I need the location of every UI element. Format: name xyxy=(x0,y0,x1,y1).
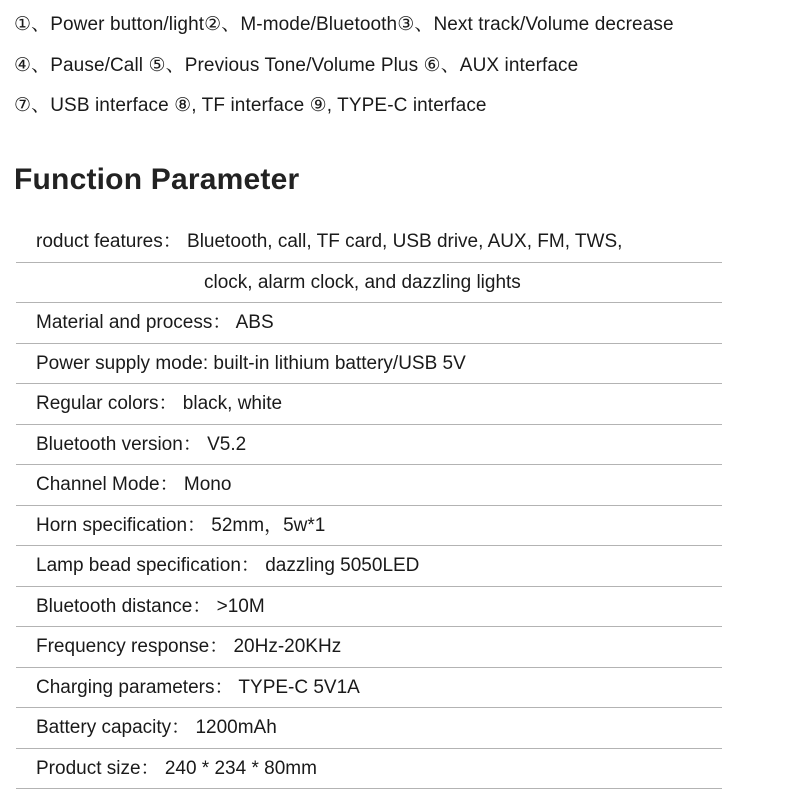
param-row-channel-mode: Channel Mode： Mono xyxy=(16,465,722,506)
legend-line-1: ①、Power button/light②、M-mode/Bluetooth③、Next track/Volume decrease xyxy=(14,14,674,35)
param-row-product-size: Product size： 240 * 234 * 80mm xyxy=(16,749,722,790)
section-title: Function Parameter xyxy=(14,163,300,196)
param-row-product-features-continued: clock, alarm clock, and dazzling lights xyxy=(16,263,722,304)
button-legend xyxy=(14,10,794,132)
param-row-lamp-bead: Lamp bead specification： dazzling 5050LED xyxy=(16,546,722,587)
param-row-bluetooth-version: Bluetooth version： V5.2 xyxy=(16,425,722,466)
param-row-product-features: roduct features： Bluetooth, call, TF card, USB drive, AUX, FM, TWS, xyxy=(16,222,722,263)
legend-line-2: ④、Pause/Call ⑤、Previous Tone/Volume Plus ⑥、AUX interface xyxy=(14,54,579,76)
parameter-table xyxy=(16,222,722,789)
param-row-material: Material and process： ABS xyxy=(16,303,722,344)
param-row-charging: Charging parameters： TYPE-C 5V1A xyxy=(16,668,722,709)
param-row-battery: Battery capacity： 1200mAh xyxy=(16,708,722,749)
param-row-frequency-response: Frequency response： 20Hz-20KHz xyxy=(16,627,722,668)
param-row-horn-spec: Horn specification： 52mm，5w*1 xyxy=(16,506,722,547)
legend-line-3: ⑦、USB interface ⑧, TF interface ⑨, TYPE-C interface xyxy=(14,95,487,116)
param-row-colors: Regular colors： black, white xyxy=(16,384,722,425)
param-row-bluetooth-distance: Bluetooth distance： >10M xyxy=(16,587,722,628)
param-row-power-supply: Power supply mode: built-in lithium battery/USB 5V xyxy=(16,344,722,385)
